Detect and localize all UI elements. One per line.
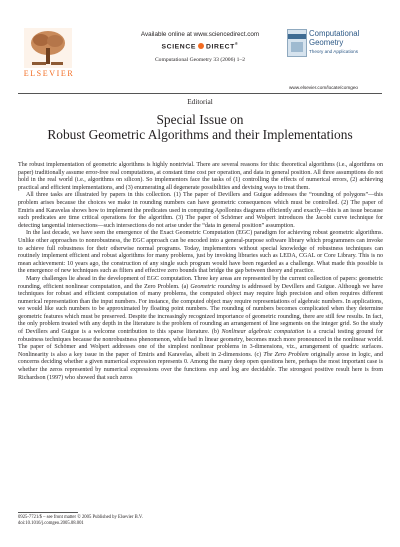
journal-title-line1: Computational (309, 29, 360, 38)
journal-title-line2: Geometry (309, 38, 344, 47)
paragraph-3: In the last decade, we have seen the emergence of the Exact Geometric Computation (EGC) paradigm for achieving robust geometric algorithms. Unlike other approaches to nonrobustness, the EGC approach can be encoded into a general-purpose software library which programmers can invoke to achieve full robustness for their otherwise normal programs. Today, implementors without special knowledge of robustness techniques can routinely implement efficient and robust algorithms for many problems, just by invoking libraries such as LEDA, CGAL or Core Library. This is no mean achievement: 10 years ago, the construction of any single such program would have been regarded as a challenge. What made this possible is the emergence of new techniques such as filters and effective zero bounds that bridge the gap between theory and practice. (18, 230, 383, 275)
term-zero-problem: The Zero Problem (263, 351, 309, 358)
paragraph-4-part-g: originally arose in logic, and concerns deciding whether a given numerical expression represents 0. Among the many deep open questions here, perhaps the most important case is whether the zeros represented by numerical expressions over the functions exp and log are decidable. The strongest positive result here is from Richardson (1997) who showed that such zeros (18, 351, 383, 381)
available-online-text: Available online at www.sciencedirect.com (140, 31, 260, 38)
footnote (18, 515, 143, 527)
section-label: Editorial (187, 97, 213, 106)
header-divider (18, 93, 382, 94)
publisher-name: ELSEVIER (23, 69, 75, 78)
sciencedirect-trademark: ® (234, 41, 239, 46)
footnote-divider (18, 512, 78, 513)
journal-url: www.elsevier.com/locate/comgeo (289, 85, 359, 90)
journal-reference: Computational Geometry 33 (2006) 1–2 (154, 57, 246, 64)
doi-line: doi:10.1016/j.comgeo.2005.08.001 (18, 521, 84, 527)
sciencedirect-logo (90, 41, 310, 50)
article-body (18, 162, 383, 382)
paragraph-4 (18, 276, 383, 382)
paragraph-4-part-c: is addressed by Devillers and Guigue. Although we have techniques for robust and efficient computation of many problems, the computed object may require high precision and often requires different numerical representation than the input numbers. For instance, the computed object may require representations of algebraic numbers. In applications, we would like such numbers to be approximated by floating point numbers. The rounding of numbers becomes complicated when they determine geometric features which must be preserved. Despite the increasingly recognized importance of geometric rounding, there are still few results. In fact, the only problem treated with any depth in the literature is the problem of rounding an arrangement of line segments on the integer grid. So the study of Devillers and Guigue is a welcome contribution to this sparse literature. (b) (18, 283, 384, 336)
sciencedirect-right: DIRECT (205, 43, 235, 51)
paragraph-4-part-a: Many challenges lie ahead in the development of EGC computation. Three key areas are represented by the current collection of papers: geometric rounding, efficient nonlinear computation, and the Zero Problem. (a) (18, 275, 383, 290)
journal-title (309, 29, 389, 47)
article-title-line2: Robust Geometric Algorithms and their Implementations (47, 127, 353, 143)
sciencedirect-dot-icon (198, 43, 204, 49)
term-nonlinear-computation: Nonlinear algebraic computation (221, 329, 305, 336)
term-geometric-rounding: Geometric rounding (190, 283, 240, 290)
journal-cover-icon (287, 29, 307, 57)
elsevier-tree-icon (24, 28, 72, 68)
sciencedirect-left: SCIENCE (161, 43, 196, 51)
copyright-line: 0925-7721/$ – see front matter © 2005 Published by Elsevier B.V. (18, 515, 143, 520)
paragraph-1: The robust implementation of geometric algorithms is highly nontrivial. There are several reasons for this: theoretical algorithms (i.e., algorithms on paper) traditionally assume error-free real computations, at constant time cost per operation, and data in general position. All three assumptions do not hold in the real world (i.e., algorithms on silicon). So implementors face the tasks of (1) controlling the effects of numerical errors, (2) achieving practical and efficient implementations, and (3) enumerating all degenerate possibilities and devising ways to treat them. (18, 162, 383, 191)
article-title (0, 112, 400, 143)
article-title-line1: Special Issue on (156, 112, 244, 127)
paragraph-2: All three tasks are illustrated by papers in this collection. (1) The paper of Devillers and Guigue addresses the “rounding of polygons”—this problem arises because the choices we make in rounding numbers can have geometric consequences which must be controlled. (2) The paper of Emiris and Karavelas shows how to implement the predicates used in computing Apollonius diagrams efficiently and exactly—this is an issue because such predicates are time critical operations for the algorithm. (3) The paper of Schömer and Wolpert introduces the Jacobi curve technique for detecting tangential intersections—such intersections do not arise under the “data in general position” assumption. (18, 192, 383, 229)
elsevier-logo (20, 28, 76, 82)
journal-subtitle: Theory and Applications (309, 49, 359, 54)
sciencedirect-block (90, 31, 310, 63)
paragraph-4-part-e: is a crucial testing ground for robustness techniques because the nonrobustness phenomenon, while bad in linear geometry, becomes much more pronounced in the nonlinear world. The paper of Schömer and Wolpert addresses one of the simplest nonlinear problems in 3-dimensions, viz., arrangement of quadric surfaces. Nonlinearity is also a key issue in the paper of Emiris and Karavelas, albeit in 2-dimensions. (c) (18, 329, 383, 358)
